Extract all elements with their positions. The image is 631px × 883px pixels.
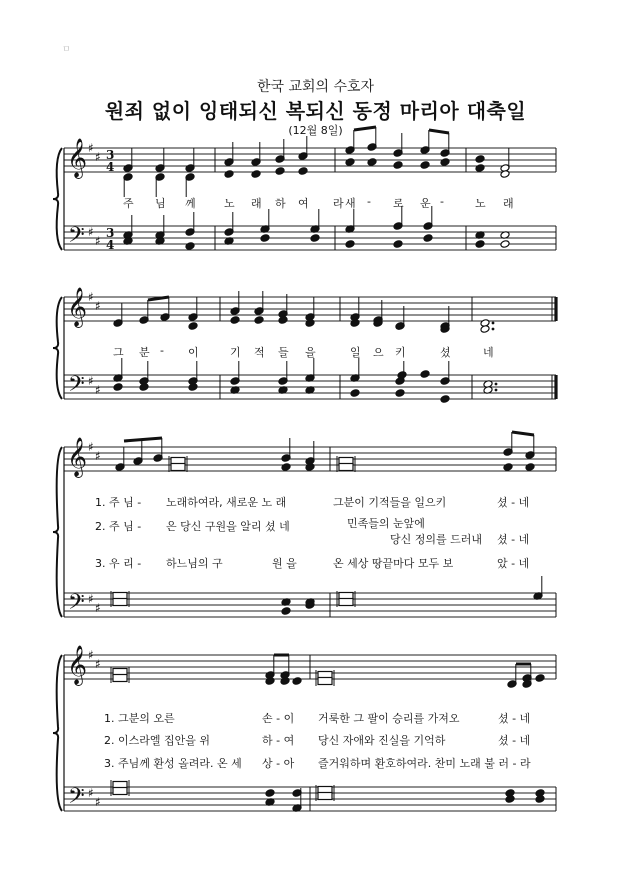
lyric-s3-v3-d: 았 - 네	[497, 557, 530, 570]
lyric-s2-syllable-12: 네	[483, 346, 494, 359]
note-head	[525, 463, 535, 472]
lyric-s1-syllable-14: 래	[503, 197, 514, 210]
note-head	[185, 242, 195, 251]
breve-note	[113, 599, 127, 606]
lyric-s1-syllable-8: 새	[345, 197, 356, 210]
note-head	[265, 789, 275, 798]
note-head	[350, 319, 360, 328]
system-bracket	[53, 447, 62, 617]
system-bracket	[53, 148, 62, 250]
note-head	[395, 322, 405, 331]
key-sharp-icon: ♯	[88, 141, 94, 155]
note-dot	[495, 389, 498, 392]
lyric-s2-syllable-3: 이	[188, 346, 199, 359]
time-signature-top: 3	[106, 226, 115, 240]
lyric-s2-syllable-6: 들	[278, 346, 289, 359]
lyric-s3-v1-d: 셨 - 네	[497, 496, 530, 509]
lyric-s1-syllable-11: 운	[420, 197, 431, 210]
key-sharp-icon: ♯	[88, 592, 94, 606]
bass-clef-icon: 𝄢	[68, 223, 85, 253]
note-head	[345, 240, 355, 249]
lyric-s2-syllable-1: 분	[139, 346, 150, 359]
treble-clef-icon: 𝄞	[67, 437, 88, 477]
note-head	[475, 240, 485, 249]
lyric-s4-v3-c: 즐거워하며 환호하여라. 찬미 노래 불 러 - 라	[318, 757, 531, 770]
note-head	[298, 167, 308, 176]
lyric-s2-syllable-4: 기	[230, 346, 241, 359]
lyric-s1-syllable-5: 하	[275, 197, 286, 210]
note-head	[251, 170, 261, 179]
lyric-s2-syllable-2: -	[160, 344, 164, 357]
lyric-s1-syllable-1: 님	[155, 197, 166, 210]
lyric-s2-syllable-7: 을	[305, 346, 316, 359]
lyric-s3-v2-d: 셨 - 네	[497, 533, 530, 546]
key-sharp-icon: ♯	[88, 225, 94, 239]
note-head	[278, 316, 288, 325]
time-signature-bottom: 4	[106, 160, 115, 174]
lyric-s2-syllable-10: 키	[395, 346, 406, 359]
key-sharp-icon: ♯	[88, 786, 94, 800]
key-sharp-icon: ♯	[95, 234, 101, 248]
key-sharp-icon: ♯	[95, 601, 101, 615]
note-head	[265, 677, 275, 686]
note-head	[535, 795, 545, 804]
breve-note	[318, 793, 332, 800]
note-head	[139, 383, 149, 392]
note-head	[367, 158, 377, 167]
breve-note	[339, 599, 353, 606]
lyric-s1-syllable-9: -	[367, 195, 371, 208]
feast-date: (12월 8일)	[288, 124, 343, 137]
lyric-s1-syllable-6: 여	[298, 197, 309, 210]
key-sharp-icon: ♯	[95, 449, 101, 463]
lyric-s4-v2-c: 당신 자애와 진실을 기억하	[318, 734, 446, 747]
lyric-s3-v2-b: 은 당신 구원을 알리 셨 네	[166, 520, 290, 533]
note-head	[281, 463, 291, 472]
half-note-head	[500, 170, 510, 179]
note-beam	[148, 297, 169, 300]
note-head	[440, 158, 450, 167]
note-dot	[492, 328, 495, 331]
lyric-s1-syllable-10: 로	[393, 197, 404, 210]
lyric-s4-v2-b: 하 - 여	[262, 734, 295, 747]
note-head	[280, 677, 290, 686]
half-note-head	[500, 240, 510, 249]
system-bracket	[53, 297, 62, 399]
key-sharp-icon: ♯	[88, 648, 94, 662]
note-head	[292, 677, 302, 686]
bass-clef-icon: 𝄢	[68, 784, 85, 814]
treble-clef-icon: 𝄞	[67, 138, 88, 178]
lyric-s2-syllable-9: 으	[373, 346, 384, 359]
treble-clef-icon: 𝄞	[67, 645, 88, 685]
time-signature-bottom: 4	[106, 238, 115, 252]
lyric-s3-v1-b: 노래하여라, 새로운 노 래	[166, 496, 287, 509]
system-bracket	[53, 655, 62, 811]
treble-clef-icon: 𝄞	[67, 287, 88, 327]
note-head	[230, 316, 240, 325]
note-head	[281, 607, 291, 616]
lyric-s1-syllable-13: 노	[475, 197, 486, 210]
time-signature-top: 3	[106, 148, 115, 162]
lyric-s3-v2-c2: 당신 정의를 드러내	[390, 533, 483, 546]
lyric-s3-v3-b2: 원 을	[272, 557, 297, 570]
lyric-s3-v1-c: 그분이 기적들을 일으키	[333, 496, 447, 509]
corner-mark: ㅁ	[62, 45, 71, 55]
note-head	[505, 795, 515, 804]
lyric-s2-syllable-11: 셨	[440, 346, 451, 359]
note-head	[188, 383, 198, 392]
lyric-s4-v3-a: 3. 주님께 환성 올려라. 온 세	[104, 757, 242, 770]
note-head	[254, 316, 264, 325]
note-head	[393, 240, 403, 249]
note-head	[345, 158, 355, 167]
note-beam	[124, 438, 162, 441]
lyric-s4-v1-a: 1. 그분의 오른	[104, 712, 175, 725]
key-sharp-icon: ♯	[95, 150, 101, 164]
lyric-s3-v2-a: 2. 주 님 -	[95, 520, 142, 533]
note-head	[423, 234, 433, 243]
lyric-s1-syllable-12: -	[440, 195, 444, 208]
lyric-s4-v2-a: 2. 이스라엘 집안을 위	[104, 734, 210, 747]
lyric-s1-syllable-4: 래	[251, 197, 262, 210]
note-beam	[354, 127, 376, 130]
note-head	[440, 395, 450, 404]
key-sharp-icon: ♯	[88, 440, 94, 454]
lyric-s4-v3-b: 상 - 아	[262, 757, 295, 770]
key-sharp-icon: ♯	[95, 657, 101, 671]
key-sharp-icon: ♯	[95, 383, 101, 397]
note-head	[275, 167, 285, 176]
note-head	[305, 319, 315, 328]
note-head	[350, 389, 360, 398]
breve-note	[113, 788, 127, 795]
lyric-s3-v1-a: 1. 주 님 -	[95, 496, 142, 509]
breve-note	[318, 678, 332, 685]
lyric-s4-v1-b: 손 - 이	[262, 712, 295, 725]
page-title: 원죄 없이 잉태되신 복되신 동정 마리아 대축일	[104, 99, 527, 123]
key-sharp-icon: ♯	[95, 795, 101, 809]
lyric-s4-v2-d: 셨 - 네	[498, 734, 531, 747]
key-sharp-icon: ♯	[88, 374, 94, 388]
bass-clef-icon: 𝄢	[68, 372, 85, 402]
note-head	[503, 463, 513, 472]
note-head	[535, 674, 545, 683]
page-subtitle: 한국 교회의 수호자	[256, 79, 375, 95]
note-head	[420, 161, 430, 170]
key-sharp-icon: ♯	[88, 290, 94, 304]
note-beam	[512, 432, 534, 435]
note-dot	[492, 322, 495, 325]
note-head	[188, 322, 198, 331]
lyric-s3-v3-a: 3. 우 리 -	[95, 557, 142, 570]
note-dot	[495, 383, 498, 386]
lyric-s2-syllable-5: 적	[254, 346, 265, 359]
half-note-head	[480, 325, 490, 334]
note-head	[224, 170, 234, 179]
note-head	[420, 370, 430, 379]
note-head	[475, 164, 485, 173]
note-head	[475, 155, 485, 164]
breve-note	[339, 464, 353, 471]
note-head	[310, 234, 320, 243]
bass-clef-icon: 𝄢	[68, 590, 85, 620]
note-head	[260, 234, 270, 243]
note-beam	[429, 130, 449, 133]
breve-note	[113, 675, 127, 682]
lyric-s2-syllable-0: 그	[113, 346, 124, 359]
lyric-s3-v3-c: 온 세상 땅끝마다 모두 보	[333, 557, 454, 570]
lyric-s3-v3-b: 하느님의 구	[166, 557, 223, 570]
lyric-s4-v1-d: 셨 - 네	[498, 712, 531, 725]
note-head	[113, 383, 123, 392]
lyric-s1-syllable-2: 께	[185, 197, 196, 210]
lyric-s4-v1-c: 거룩한 그 팔이 승리를 가져오	[318, 712, 460, 725]
breve-note	[171, 464, 185, 471]
lyric-s1-syllable-0: 주	[123, 197, 134, 210]
lyric-s1-syllable-3: 노	[224, 197, 235, 210]
note-head	[393, 161, 403, 170]
lyric-s1-syllable-7: 라	[333, 197, 344, 210]
note-head	[305, 463, 315, 472]
key-sharp-icon: ♯	[95, 299, 101, 313]
note-head	[395, 389, 405, 398]
lyric-s2-syllable-8: 일	[350, 346, 361, 359]
lyric-s3-v2-c: 민족들의 눈앞에	[347, 517, 425, 530]
note-head	[397, 371, 407, 380]
